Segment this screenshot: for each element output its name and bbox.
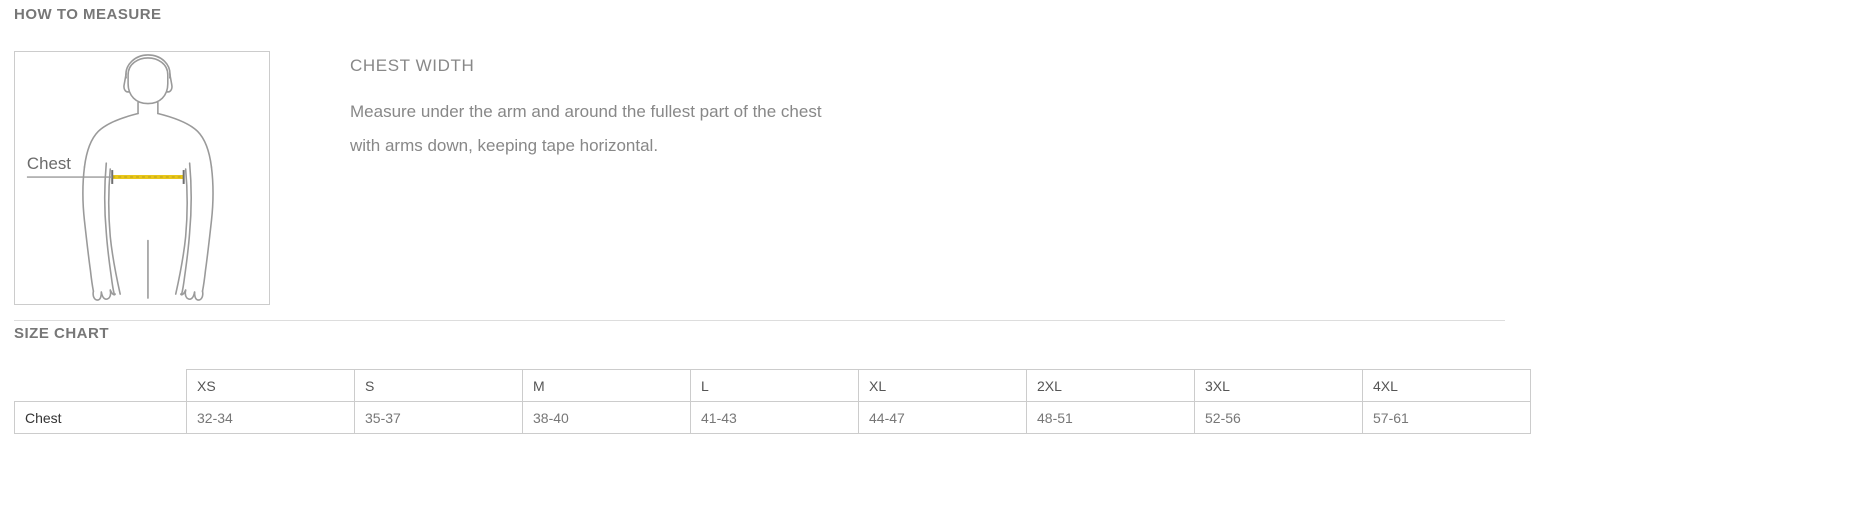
table-header-row [15, 370, 1531, 402]
measure-description-line-2: with arms down, keeping tape horizontal. [350, 136, 659, 155]
table-cell-chest-4xl: 57-61 [1363, 402, 1531, 434]
table-header-cell-xl: XL [859, 370, 1027, 402]
table-header-cell-m: M [523, 370, 691, 402]
table-cell-chest-l: 41-43 [691, 402, 859, 434]
table-row-label-chest: Chest [15, 402, 187, 434]
measure-heading: CHEST WIDTH [350, 56, 475, 75]
table-header-cell-2xl: 2XL [1027, 370, 1195, 402]
table-cell-chest-s: 35-37 [355, 402, 523, 434]
size-chart-table [14, 369, 1531, 434]
table-cell-chest-2xl: 48-51 [1027, 402, 1195, 434]
table-corner-cell [15, 370, 187, 402]
size-chart-table-wrapper [14, 369, 1530, 434]
how-to-measure-title: HOW TO MEASURE [14, 6, 162, 23]
size-chart-title: SIZE CHART [14, 325, 109, 342]
how-to-measure-block [14, 51, 822, 305]
measure-description [350, 51, 822, 163]
chest-figure-label: Chest [26, 154, 71, 174]
table-cell-chest-m: 38-40 [523, 402, 691, 434]
table-header-cell-4xl: 4XL [1363, 370, 1531, 402]
chest-measurement-figure [14, 51, 270, 305]
table-row [15, 402, 1531, 434]
table-cell-chest-xs: 32-34 [187, 402, 355, 434]
section-divider [14, 320, 1505, 321]
table-header-cell-s: S [355, 370, 523, 402]
table-cell-chest-xl: 44-47 [859, 402, 1027, 434]
table-cell-chest-3xl: 52-56 [1195, 402, 1363, 434]
table-header-cell-3xl: 3XL [1195, 370, 1363, 402]
measure-description-line-1: Measure under the arm and around the fullest part of the chest [350, 102, 822, 121]
table-header-cell-xs: XS [187, 370, 355, 402]
table-header-cell-l: L [691, 370, 859, 402]
